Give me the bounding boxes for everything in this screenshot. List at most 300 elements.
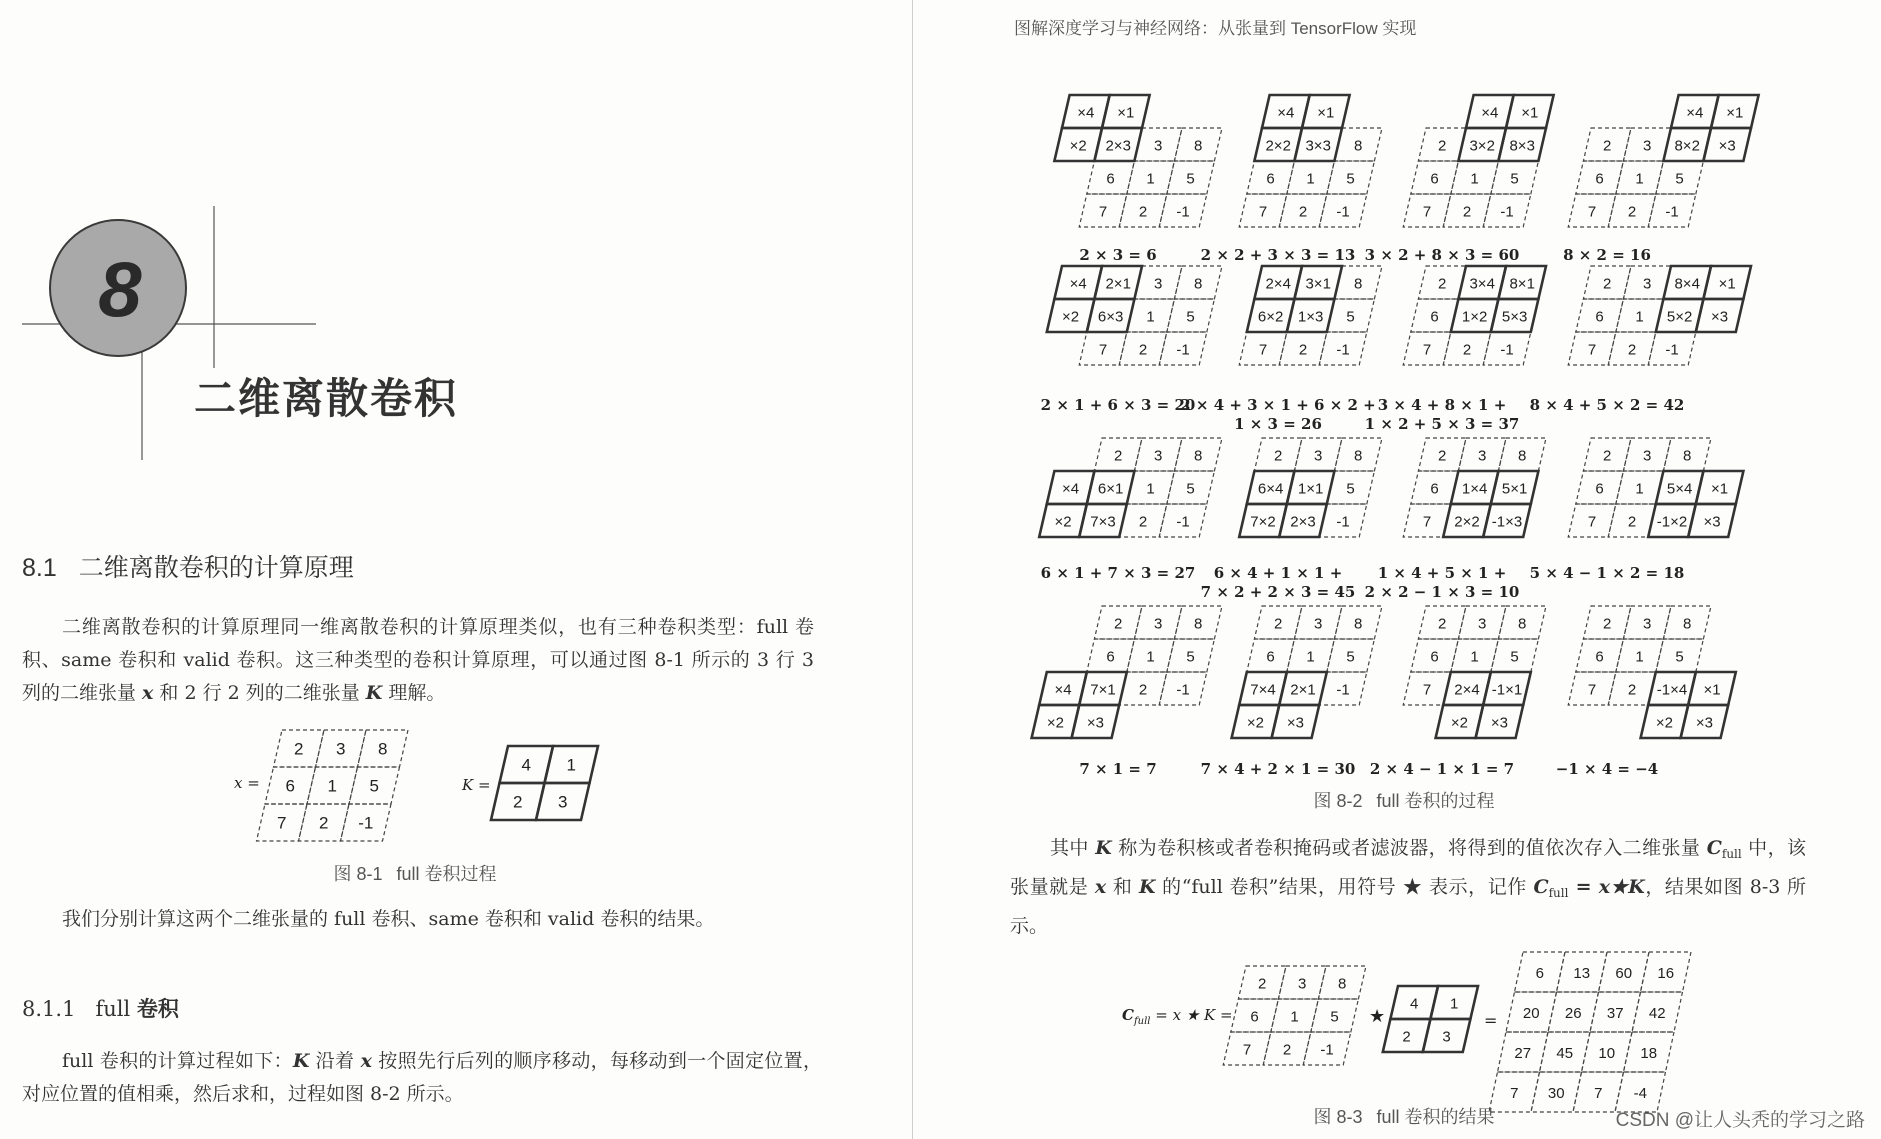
x-cell-value: 6 [1430,170,1439,188]
kernel-cell-value: 6×3 [1097,308,1124,326]
x-cell-value: 2 [1438,615,1447,633]
kernel-cell-value: 8×3 [1509,137,1535,155]
kernel-cell-value: -1×3 [1491,513,1523,531]
chapter-title: 二维离散卷积 [194,374,459,423]
x-cell-value: 6 [1266,648,1275,666]
x-cell-value: 2 [1114,447,1123,465]
tensor-x-cell-value: 6 [1250,1008,1259,1026]
x-cell-value: 1 [1306,648,1315,666]
x-cell-value: 5 [1346,308,1355,326]
kernel-cell-value: ×1 [1317,104,1335,122]
kernel-cell-value: ×1 [1726,104,1744,122]
caption-number: 图 8-2 [1313,791,1363,811]
tensor-k-cell-value: 1 [566,755,576,775]
x-cell-value: -1 [1176,341,1190,359]
tensor-x-cell-value: 2 [319,813,329,833]
kernel-cell-value: ×4 [1686,104,1704,122]
kernel-cell-value: 6×4 [1257,480,1284,498]
step-equation: 8 × 4 + 5 × 2 = 42 [1529,396,1685,414]
kernel-cell-value: ×2 [1046,714,1064,732]
tensor-k-cell-value: 3 [558,792,568,812]
kernel-cell-value: ×2 [1054,513,1072,531]
math-var-c: C [1533,876,1549,898]
math-var-x: x [1094,876,1107,898]
kernel-cell-value: 8×4 [1674,275,1700,293]
convolution-step-panel [1039,438,1222,582]
x-cell-value: -1 [1336,681,1350,699]
kernel-cell-value: 3×2 [1469,137,1495,155]
caption-text: full 卷积的过程 [1376,791,1495,811]
x-cell-value: 6 [1430,308,1439,326]
x-cell-value: 6 [1106,170,1115,188]
kernel-cell-value: 2×4 [1265,275,1291,293]
x-cell-value: 6 [1106,648,1115,666]
kernel-cell-value: ×4 [1277,104,1295,122]
x-cell-value: 1 [1635,170,1644,188]
x-cell-value: 2 [1274,615,1283,633]
step-equation: 2 × 3 = 6 [1079,246,1157,264]
x-cell-value: 2 [1298,203,1308,221]
convolution-step-panel [1530,438,1744,582]
kernel-cell-value: 1×1 [1297,480,1324,498]
result-cell-value: 26 [1564,1005,1582,1022]
math-var-k: K [1139,876,1156,898]
x-cell-value: 3 [1478,615,1487,633]
x-cell-value: 3 [1478,447,1487,465]
x-cell-value: 5 [1186,480,1195,498]
x-cell-value: 7 [1422,203,1432,221]
text: ，结果如图 8-3 所示。 [1010,876,1806,937]
convolution-step-panel [1201,95,1382,264]
step-equation: 7 × 1 = 7 [1079,760,1157,778]
x-cell-value: 8 [1518,615,1527,633]
x-cell-value: 2 [1438,275,1447,293]
kernel-cell-value: 3×3 [1305,137,1331,155]
x-cell-value: 7 [1098,341,1108,359]
section-number: 8.1 [22,554,57,582]
step-equation: 7 × 2 + 2 × 3 = 45 [1200,583,1356,601]
running-header: 图解深度学习与神经网络：从张量到 TensorFlow 实现 [1014,19,1417,38]
x-cell-value: 3 [1154,137,1163,155]
x-cell-value: 8 [1518,447,1527,465]
tensor-x-cell-value: 8 [1338,975,1347,993]
step-equation: 7 × 4 + 2 × 1 = 30 [1200,760,1356,778]
convolution-step-panel [1365,438,1546,601]
text: 称为卷积核或者卷积掩码或者滤波器，将得到的值依次存入二维张量 [1111,837,1707,859]
x-cell-value: 7 [1587,341,1597,359]
x-cell-value: 8 [1194,275,1203,293]
result-cell-value: 45 [1556,1045,1574,1062]
kernel-cell-value: ×3 [1490,714,1508,732]
kernel-cell-value: 5×2 [1666,308,1693,326]
equals-sign: = [1484,1011,1498,1030]
x-cell-value: 8 [1683,615,1692,633]
x-cell-value: 2 [1138,681,1148,699]
x-cell-value: 1 [1146,648,1155,666]
kernel-cell-value: 5×3 [1501,308,1528,326]
x-cell-value: 2 [1603,137,1612,155]
step-equation: 2 × 4 − 1 × 1 = 7 [1369,760,1515,778]
x-cell-value: 3 [1643,275,1652,293]
kernel-cell-value: ×4 [1062,480,1080,498]
x-cell-value: 2 [1627,203,1637,221]
kernel-cell-value: 2×2 [1265,137,1291,155]
x-cell-value: 2 [1138,203,1148,221]
x-cell-value: 5 [1186,648,1195,666]
x-cell-value: 8 [1194,447,1203,465]
kernel-cell-value: ×3 [1695,714,1713,732]
convolution-step-panel [1041,266,1222,414]
x-cell-value: 8 [1194,137,1203,155]
kernel-cell-value: ×1 [1718,275,1736,293]
tensor-k-cell-value: 3 [1442,1028,1451,1046]
result-cell-value: 18 [1640,1045,1658,1062]
convolution-step-panel [1365,95,1554,264]
tensor-x-cell-value: 5 [1330,1008,1339,1026]
x-cell-value: 3 [1314,615,1323,633]
x-cell-value: -1 [1176,513,1190,531]
chapter-number: 8 [98,245,142,333]
step-equation: 6 × 1 + 7 × 3 = 27 [1040,564,1196,582]
kernel-cell-value: ×3 [1703,513,1721,531]
kernel-cell-value: 7×4 [1250,681,1276,699]
math-var-c: C [1122,1006,1134,1024]
caption-text: full 卷积过程 [396,864,497,884]
x-cell-value: 1 [1146,170,1155,188]
kernel-cell-value: 7×2 [1250,513,1276,531]
x-cell-value: 6 [1430,480,1439,498]
kernel-cell-value: 3×4 [1469,275,1495,293]
x-cell-value: 5 [1346,648,1355,666]
text: 理解。 [382,682,446,704]
x-cell-value: 5 [1510,648,1519,666]
caption-text: full 卷积的结果 [1376,1107,1495,1127]
x-cell-value: -1 [1176,203,1190,221]
x-cell-value: 7 [1587,681,1597,699]
tensor-x-cell-value: 2 [1258,975,1267,993]
x-cell-value: 5 [1346,480,1355,498]
kernel-cell-value: ×3 [1286,714,1304,732]
math-var-c: C [1706,837,1722,859]
paragraph-results: 我们分别计算这两个二维张量的 full 卷积、same 卷积和 valid 卷积的结果。 [62,908,715,930]
kernel-cell-value: 1×3 [1297,308,1324,326]
tensor-k-cell-value: 4 [1410,995,1419,1013]
x-cell-value: 2 [1438,447,1447,465]
text: full 卷积的计算过程如下： [62,1050,293,1072]
x-cell-value: 3 [1154,275,1163,293]
x-cell-value: 3 [1643,137,1652,155]
x-cell-value: 1 [1470,648,1479,666]
tensor-x-cell-value: 7 [277,813,287,833]
tensor-x-cell-value: -1 [358,813,374,833]
step-equation: 3 × 4 + 8 × 1 + [1377,396,1507,414]
x-cell-value: 7 [1258,341,1268,359]
kernel-cell-value: 1×2 [1461,308,1488,326]
convolution-step-panel [1530,266,1751,414]
tensor-x-cell-value: 7 [1242,1041,1252,1059]
convolution-step-panel [1054,95,1222,264]
result-cell-value: -4 [1633,1085,1647,1102]
kernel-cell-value: 7×1 [1090,681,1116,699]
x-cell-value: 1 [1635,308,1644,326]
x-cell-value: 6 [1595,308,1604,326]
kernel-cell-value: ×4 [1481,104,1499,122]
watermark: CSDN @让人头秃的学习之路 [1615,1110,1865,1131]
kernel-cell-value: -1×4 [1656,681,1688,699]
tensor-k-cell-value: 2 [1402,1028,1411,1046]
kernel-cell-value: ×3 [1086,714,1104,732]
x-cell-value: 7 [1098,203,1108,221]
text: 其中 [1050,837,1096,859]
result-cell-value: 7 [1594,1085,1603,1102]
result-cell-value: 13 [1573,965,1591,982]
x-cell-value: 3 [1643,447,1652,465]
result-equation-label [1122,1006,1233,1027]
x-cell-value: 2 [1138,341,1148,359]
step-equation: 2 × 1 + 6 × 3 = 20 [1040,396,1196,414]
kernel-cell-value: -1×2 [1656,513,1688,531]
result-cell-value: 27 [1514,1045,1532,1062]
x-cell-value: 1 [1470,170,1479,188]
kernel-cell-value: 2×3 [1290,513,1316,531]
result-cell-value: 16 [1657,965,1675,982]
subsection-title-cjk: 卷积 [136,996,179,1021]
kernel-cell-value: ×2 [1062,308,1080,326]
kernel-cell-value: 8×1 [1509,275,1535,293]
kernel-cell-value: ×4 [1077,104,1095,122]
step-equation: 5 × 4 − 1 × 2 = 18 [1529,564,1685,582]
x-cell-value: 1 [1635,648,1644,666]
convolution-step-panel [1032,606,1222,778]
kernel-cell-value: 6×2 [1257,308,1284,326]
math-var-k: K [365,682,383,704]
tensor-k-cell-value: 2 [513,792,523,812]
kernel-cell-value: 2×1 [1105,275,1131,293]
tensor-x-cell-value: 6 [285,776,295,796]
x-cell-value: 2 [1438,137,1447,155]
kernel-cell-value: 2×2 [1454,513,1480,531]
math-var-x: x [142,682,154,704]
x-cell-value: 7 [1422,341,1432,359]
x-cell-value: 2 [1627,513,1637,531]
tensor-k-cell-value: 1 [1450,995,1459,1013]
x-cell-value: 5 [1186,308,1195,326]
x-cell-value: 8 [1354,137,1363,155]
text: = [1568,876,1599,898]
x-cell-value: 6 [1595,648,1604,666]
x-cell-value: 1 [1306,170,1315,188]
x-cell-value: 8 [1194,615,1203,633]
step-equation: 6 × 4 + 1 × 1 + [1213,564,1343,582]
math-var-x: x [360,1050,372,1072]
x-cell-value: 7 [1422,681,1432,699]
step-equation: 2 × 4 + 3 × 1 + 6 × 2 + [1180,396,1376,414]
kernel-cell-value: ×2 [1450,714,1468,732]
kernel-cell-value: ×1 [1703,681,1721,699]
x-cell-value: 2 [1603,447,1612,465]
tensor-x-cell-value: 2 [294,739,304,759]
x-cell-value: -1 [1336,513,1350,531]
x-cell-value: 2 [1298,341,1308,359]
kernel-cell-value: 2×3 [1105,137,1131,155]
tensor-x-cell-value: 8 [378,739,388,759]
equation-rest: = x ★ K = [1150,1006,1233,1024]
text: 二维离散卷积的计算原理同一维离散卷积的计算原理类似，也有三种卷积类型：full 卷积、same 卷积和 valid 卷积。这三种类型的卷积计算原理，可以通过图 8-1 所示的 3 行 3 列的二维张量 [22,616,814,704]
kernel-cell-value: 7×3 [1090,513,1116,531]
result-cell-value: 30 [1547,1085,1565,1102]
kernel-cell-value: ×4 [1054,681,1072,699]
tensor-x-cell-value: -1 [1320,1041,1334,1059]
x-cell-value: 1 [1146,480,1155,498]
tensor-x-cell-value: 1 [1290,1008,1299,1026]
x-cell-value: 2 [1603,275,1612,293]
step-equation: 1 × 4 + 5 × 1 + [1377,564,1507,582]
result-cell-value: 37 [1606,1005,1624,1022]
x-cell-value: 2 [1462,203,1472,221]
x-cell-value: 7 [1587,203,1597,221]
figure-8-1 [234,730,598,841]
math-expr: x★K [1598,876,1645,898]
x-cell-value: -1 [1665,203,1679,221]
step-equation: 1 × 2 + 5 × 3 = 37 [1364,415,1520,433]
x-cell-value: 7 [1422,513,1432,531]
kernel-cell-value: ×1 [1521,104,1539,122]
x-cell-value: 2 [1627,341,1637,359]
x-cell-value: 7 [1587,513,1597,531]
x-cell-value: 5 [1510,170,1519,188]
tensor-x-cell-value: 3 [1298,975,1307,993]
subscript: full [1548,886,1569,900]
x-cell-value: 3 [1314,447,1323,465]
x-cell-value: 6 [1266,170,1275,188]
result-cell-value: 6 [1535,965,1544,982]
kernel-cell-value: -1×1 [1491,681,1523,699]
step-equation: 3 × 2 + 8 × 3 = 60 [1364,246,1520,264]
x-cell-value: 7 [1258,203,1268,221]
tensor-x-cell-value: 5 [369,776,379,796]
kernel-cell-value: 2×4 [1454,681,1480,699]
x-cell-value: -1 [1500,341,1514,359]
text: 和 2 行 2 列的二维张量 [153,682,366,704]
step-equation: 2 × 2 − 1 × 3 = 10 [1364,583,1520,601]
x-cell-value: 2 [1462,341,1472,359]
k-label: K = [462,776,491,794]
text: 和 [1106,876,1139,898]
result-cell-value: 20 [1522,1005,1540,1022]
subscript: full [1721,847,1742,861]
kernel-cell-value: ×2 [1069,137,1087,155]
kernel-cell-value: 5×4 [1666,480,1693,498]
x-cell-value: 3 [1154,615,1163,633]
kernel-cell-value: 6×1 [1097,480,1124,498]
x-cell-value: 8 [1354,447,1363,465]
tensor-x-cell-value: 3 [336,739,346,759]
x-cell-value: 2 [1274,447,1283,465]
kernel-cell-value: ×2 [1246,714,1264,732]
kernel-cell-value: 3×1 [1305,275,1331,293]
math-var-k: K [1095,837,1112,859]
kernel-cell-value: ×2 [1655,714,1673,732]
convolution-step-panel [1556,606,1736,778]
tensor-k-cell-value: 4 [521,755,531,775]
x-cell-value: 1 [1146,308,1155,326]
x-cell-value: 3 [1643,615,1652,633]
kernel-cell-value: ×3 [1718,137,1736,155]
x-cell-value: 2 [1138,513,1148,531]
kernel-cell-value: 5×1 [1501,480,1528,498]
kernel-cell-value: 1×4 [1461,480,1488,498]
kernel-cell-value: ×1 [1117,104,1135,122]
x-cell-value: 3 [1154,447,1163,465]
kernel-cell-value: ×3 [1711,308,1729,326]
star-operator: ★ [1369,1006,1386,1027]
x-label: x = [234,774,260,792]
kernel-cell-value: ×1 [1711,480,1729,498]
x-cell-value: 2 [1114,615,1123,633]
text: 的“full 卷积”结果，用符号 ★ 表示，记作 [1155,876,1534,898]
x-cell-value: -1 [1665,341,1679,359]
step-equation: 2 × 2 + 3 × 3 = 13 [1200,246,1356,264]
x-cell-value: -1 [1336,341,1350,359]
x-cell-value: 8 [1683,447,1692,465]
figure-8-3 [1122,952,1691,1112]
kernel-cell-value: 2×1 [1290,681,1316,699]
caption-number: 图 8-3 [1313,1107,1363,1127]
x-cell-value: 5 [1346,170,1355,188]
x-cell-value: -1 [1336,203,1350,221]
x-cell-value: 1 [1635,480,1644,498]
result-cell-value: 60 [1615,965,1633,982]
kernel-cell-value: 8×2 [1674,137,1700,155]
x-cell-value: -1 [1500,203,1514,221]
section-title: 二维离散卷积的计算原理 [78,554,354,582]
subsection-number: 8.1.1 [22,997,76,1021]
x-cell-value: -1 [1176,681,1190,699]
subscript: full [1133,1016,1151,1027]
caption-number: 图 8-1 [333,864,383,884]
x-cell-value: 8 [1354,615,1363,633]
subsection-title: full [95,997,131,1021]
x-cell-value: 6 [1430,648,1439,666]
step-equation: −1 × 4 = −4 [1555,760,1659,778]
text: 沿着 [309,1050,361,1072]
convolution-step-panel [1201,438,1382,601]
kernel-cell-value: ×4 [1069,275,1087,293]
math-var-k: K [292,1050,310,1072]
result-cell-value: 7 [1510,1085,1519,1102]
x-cell-value: 2 [1627,681,1637,699]
result-cell-value: 10 [1598,1045,1616,1062]
convolution-step-panel [1180,266,1382,433]
text: 按照先行后列的顺序移动，每移动到一个固定位置，对应位置的值相乘，然后求和，过程如图 8-2 所示。 [22,1050,822,1105]
x-cell-value: 2 [1603,615,1612,633]
convolution-step-panel [1370,606,1546,778]
x-cell-value: 5 [1186,170,1195,188]
x-cell-value: 5 [1675,170,1684,188]
x-cell-value: 6 [1595,170,1604,188]
tensor-x-cell-value: 2 [1282,1041,1292,1059]
convolution-step-panel [1201,606,1382,778]
convolution-step-panel [1563,95,1758,264]
tensor-x-cell-value: 1 [327,776,337,796]
step-equation: 8 × 2 = 16 [1563,246,1651,264]
text: 中，该张量就是 [1010,837,1806,898]
x-cell-value: 8 [1354,275,1363,293]
convolution-step-panel [1365,266,1546,433]
x-cell-value: 5 [1675,648,1684,666]
step-equation: 1 × 3 = 26 [1234,415,1322,433]
result-cell-value: 42 [1648,1005,1666,1022]
